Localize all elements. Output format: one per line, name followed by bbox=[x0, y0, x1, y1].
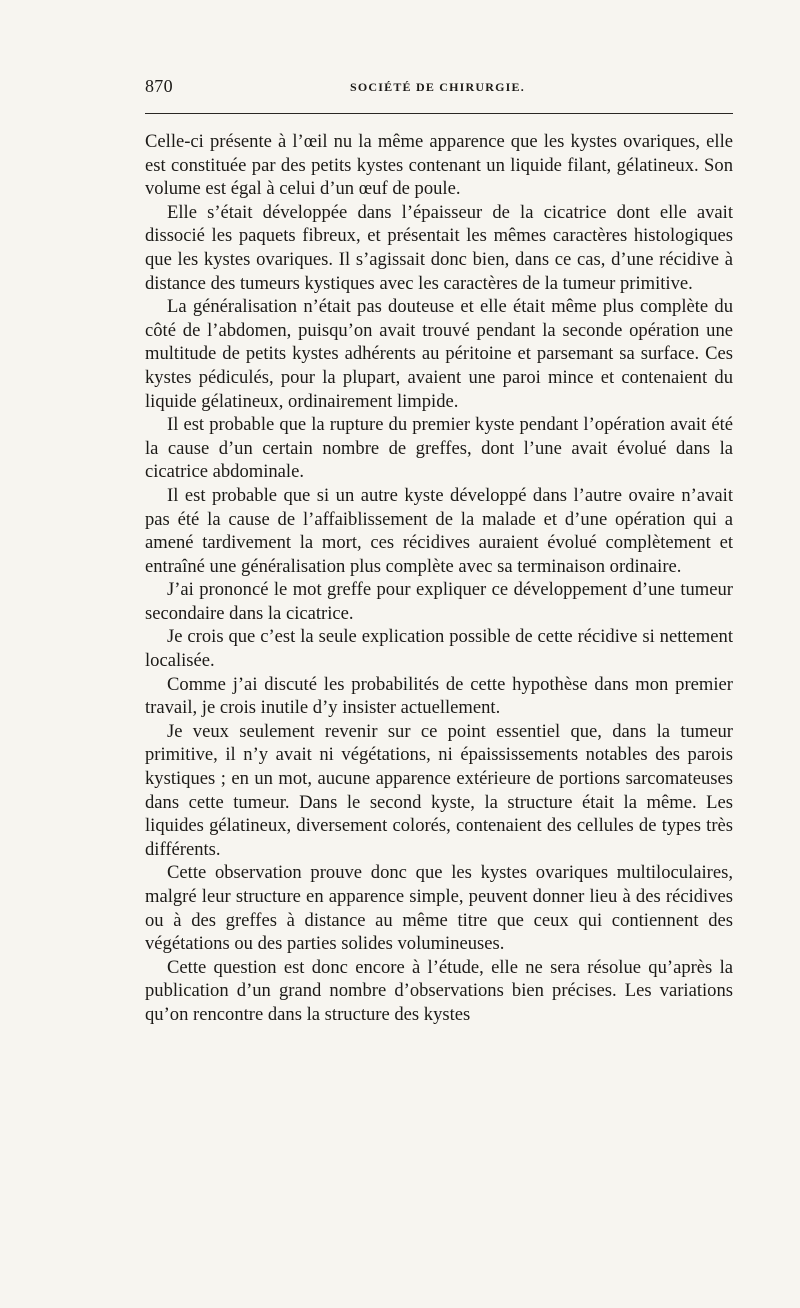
body-text bbox=[145, 130, 733, 1027]
paragraph-2: Elle s’était développée dans l’épaisseur de la cicatrice dont elle avait dissocié les paquets fibreux, et présentait les mêmes caractères histologiques que les kystes ovariques. Il s’agissait donc bien, dans ce cas, d’une récidive à distance des tumeurs kystiques avec les caractères de la tumeur primitive. bbox=[145, 201, 733, 294]
paragraph-4: Il est probable que la rupture du premier kyste pendant l’opération avait été la cause d’un certain nombre de greffes, dont l’une avait évolué dans la cicatrice abdominale. bbox=[145, 414, 733, 483]
paragraph-3: La généralisation n’était pas douteuse et elle était même plus complète du côté de l’abdomen, puisqu’on avait trouvé pendant la seconde opération une multitude de petits kystes adhérents au péritoine et parsemant sa surface. Ces kystes pédiculés, pour la plupart, avaient une paroi mince et contenaient du liquide gélatineux, ordinairement limpide. bbox=[145, 296, 733, 412]
paragraph-8: Comme j’ai discuté les probabilités de cette hypothèse dans mon premier travail, je crois inutile d’y insister actuellement. bbox=[145, 673, 733, 719]
paragraph-10: Cette observation prouve donc que les kystes ovariques multiloculaires, malgré leur structure en apparence simple, peuvent donner lieu à des récidives ou à des greffes à distance au même titre que ceux qui contiennent des végétations ou des parties solides volumineuses. bbox=[145, 862, 733, 955]
page-number: 870 bbox=[145, 76, 173, 96]
paragraph-9: Je veux seulement revenir sur ce point essentiel que, dans la tumeur primitive, il n’y avait ni végétations, ni épaississements notables des parois kystiques ; en un mot, aucune apparence extérieure de portions sarcomateuses dans cette tumeur. Dans le second kyste, la structure était la même. Les liquides gélatineux, diversement colorés, contenaient des cellules de types très différents. bbox=[145, 720, 733, 860]
paragraph-7: Je crois que c’est la seule explication possible de cette récidive si nettement localisée. bbox=[145, 626, 733, 672]
running-head: SOCIÉTÉ DE CHIRURGIE. bbox=[350, 80, 525, 94]
paragraph-6: J’ai prononcé le mot greffe pour expliquer ce développement d’une tumeur secondaire dans la cicatrice. bbox=[145, 579, 733, 624]
paragraph-1: Celle-ci présente à l’œil nu la même apparence que les kystes ovariques, elle est constituée par des petits kystes contenant un liquide filant, gélatineux. Son volume est égal à celui d’un œuf de poule. bbox=[145, 131, 733, 200]
paragraph-11: Cette question est donc encore à l’étude, elle ne sera résolue qu’après la publication d’un grand nombre d’observations bien précises. Les variations qu’on rencontre dans la structure des kystes bbox=[145, 956, 733, 1025]
paragraph-5: Il est probable que si un autre kyste développé dans l’autre ovaire n’avait pas été la cause de l’affaiblissement de la malade et d’une opération qui a amené tardivement la mort, ces récidives auraient évolué complètement et entraîné une généralisation plus complète avec sa terminaison ordinaire. bbox=[145, 484, 733, 577]
header-rule bbox=[145, 113, 733, 114]
page-header bbox=[145, 76, 733, 100]
